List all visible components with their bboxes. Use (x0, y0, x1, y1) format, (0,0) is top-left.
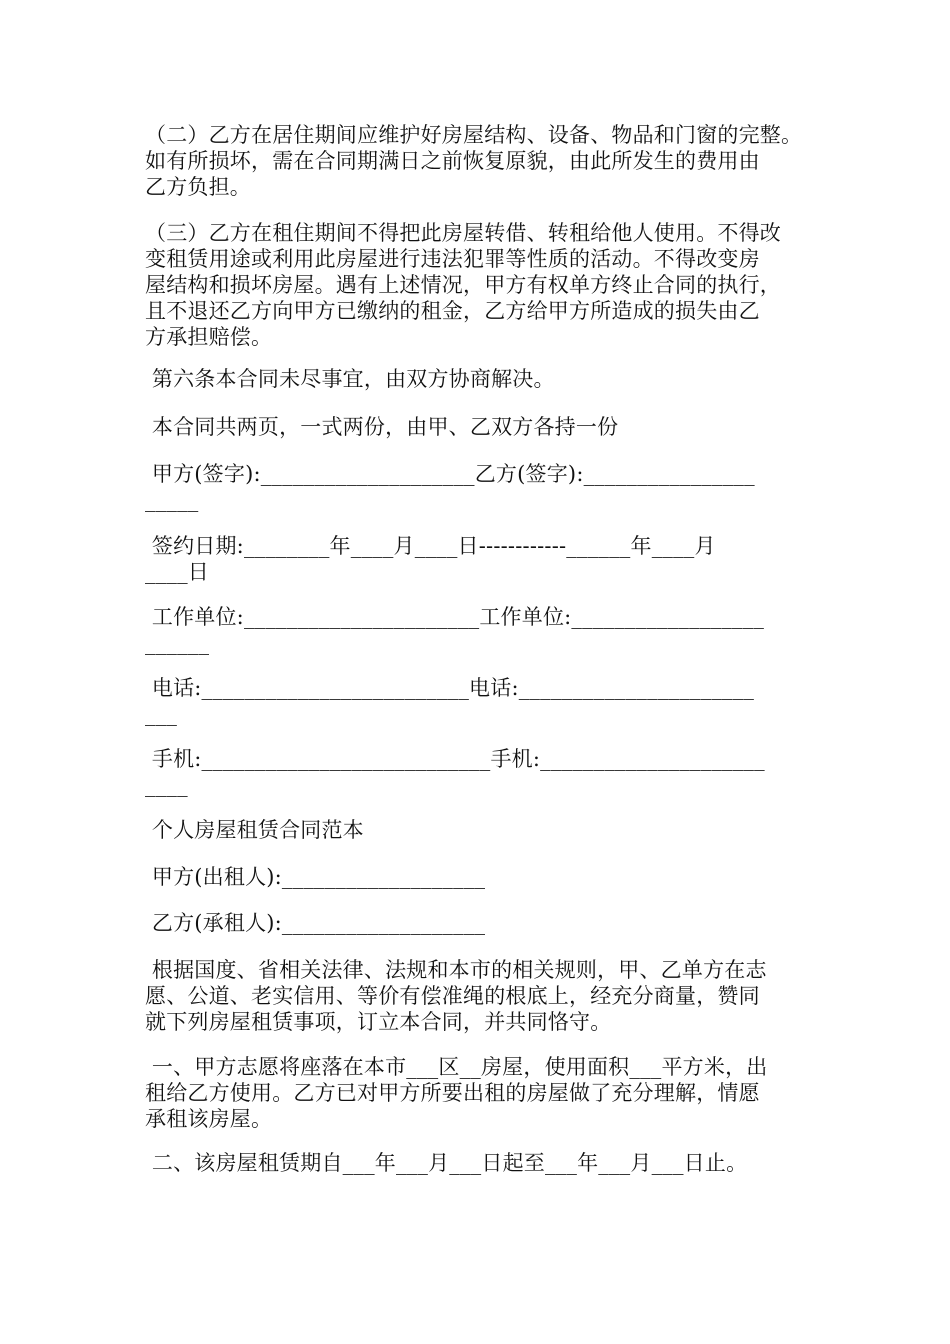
text-line: 甲方(签字):____________________乙方(签字):________________ (145, 462, 755, 486)
article-2 (145, 1150, 805, 1176)
text-line: 签约日期:________年____月____日------------______年____月 (145, 534, 716, 558)
text-line: 愿、公道、老实信用、等价有偿准绳的根底上，经充分商量，赞同 (145, 984, 760, 1008)
mobile-line (145, 746, 805, 798)
party-b-lessee (145, 910, 805, 936)
contract-title (145, 817, 805, 843)
text-line: 手机:___________________________手机:_____________________ (145, 747, 765, 771)
text-line: 乙方负担。 (145, 175, 251, 199)
text-line: ____ (145, 773, 188, 797)
text-line: 根据国度、省相关法律、法规和本市的相关规则，甲、乙单方在志 (145, 958, 767, 982)
text-line: 如有所损坏，需在合同期满日之前恢复原貌，由此所发生的费用由 (145, 149, 760, 173)
article-1 (145, 1054, 805, 1132)
text-line: 电话:_________________________电话:______________________ (145, 676, 755, 700)
text-line: ____日 (145, 560, 209, 584)
preamble (145, 957, 805, 1035)
text-line: 本合同共两页，一式两份，由甲、乙双方各持一份 (145, 415, 619, 439)
clause-2-maintain-house (145, 122, 805, 200)
text-line: 承租该房屋。 (145, 1107, 273, 1131)
text-line: 乙方(承租人):___________________ (145, 911, 486, 935)
party-a-lessor (145, 864, 805, 890)
text-line: 甲方(出租人):___________________ (145, 865, 486, 889)
text-line: 个人房屋租赁合同范本 (145, 818, 364, 842)
work-unit-line (145, 604, 805, 656)
text-line: 工作单位:______________________工作单位:__________________ (145, 605, 765, 629)
phone-line (145, 675, 805, 727)
text-line: 租给乙方使用。乙方已对甲方所要出租的房屋做了充分理解，情愿 (145, 1081, 760, 1105)
text-line: ______ (145, 631, 210, 655)
article-6 (145, 366, 805, 392)
text-line: 变租赁用途或利用此房屋进行违法犯罪等性质的活动。不得改变房 (145, 247, 760, 271)
text-line: 就下列房屋租赁事项，订立本合同，并共同恪守。 (145, 1010, 612, 1034)
copies-note (145, 414, 805, 440)
text-line: 二、该房屋租赁期自___年___月___日起至___年___月___日止。 (145, 1151, 748, 1175)
text-line: ___ (145, 702, 178, 726)
text-line: 第六条本合同未尽事宜，由双方协商解决。 (145, 367, 555, 391)
text-line: 方承担赔偿。 (145, 325, 273, 349)
clause-3-no-sublet (145, 220, 805, 350)
signature-line (145, 461, 805, 513)
text-line: （二）乙方在居住期间应维护好房屋结构、设备、物品和门窗的完整。 (145, 123, 803, 147)
text-line: （三）乙方在租住期间不得把此房屋转借、转租给他人使用。不得改 (145, 221, 781, 245)
text-line: 屋结构和损坏房屋。遇有上述情况，甲方有权单方终止合同的执行， (145, 273, 781, 297)
text-line: 且不退还乙方向甲方已缴纳的租金，乙方给甲方所造成的损失由乙 (145, 299, 760, 323)
text-line: 一、甲方志愿将座落在本市___区__房屋，使用面积___平方米，出 (145, 1055, 768, 1079)
signing-date-line (145, 533, 805, 585)
text-line: _____ (145, 488, 199, 512)
